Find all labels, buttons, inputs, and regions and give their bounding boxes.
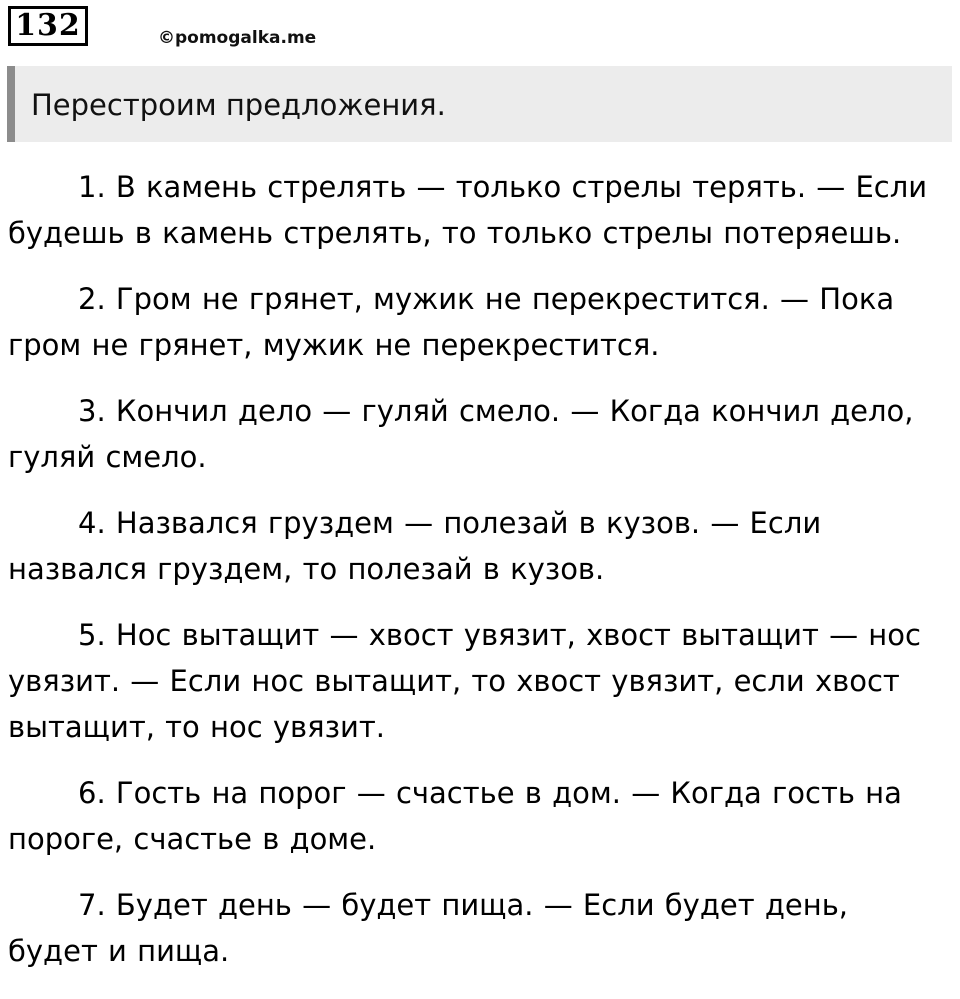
answer-list [8, 164, 948, 994]
answer-item-6: 6. Гость на порог — счастье в дом. — Когда гость на пороге, счастье в доме. [8, 776, 902, 856]
header [6, 4, 946, 48]
watermark: ©pomogalka.me [158, 28, 317, 48]
answer-item-1: 1. В камень стрелять — только стрелы терять. — Если будешь в камень стрелять, то только стрелы потеряешь. [8, 170, 928, 250]
task-number-box: 132 [8, 6, 88, 46]
answer-item-3: 3. Кончил дело — гуляй смело. — Когда кончил дело, гуляй смело. [8, 394, 914, 474]
answer-item-7: 7. Будет день — будет пища. — Если будет день, будет и пища. [8, 888, 849, 968]
instruction-title: Перестроим предложения. [31, 88, 446, 122]
answer-item-2: 2. Гром не грянет, мужик не перекрестится. — Пока гром не грянет, мужик не перекрестится. [8, 282, 895, 362]
answer-item-4: 4. Назвался груздем — полезай в кузов. — Если назвался груздем, то полезай в кузов. [8, 506, 822, 586]
answer-item-5: 5. Нос вытащит — хвост увязит, хвост вытащит — нос увязит. — Если нос вытащит, то хвост увязит, если хвост вытащит, то нос увязит. [8, 618, 921, 744]
instruction-banner [7, 66, 952, 142]
